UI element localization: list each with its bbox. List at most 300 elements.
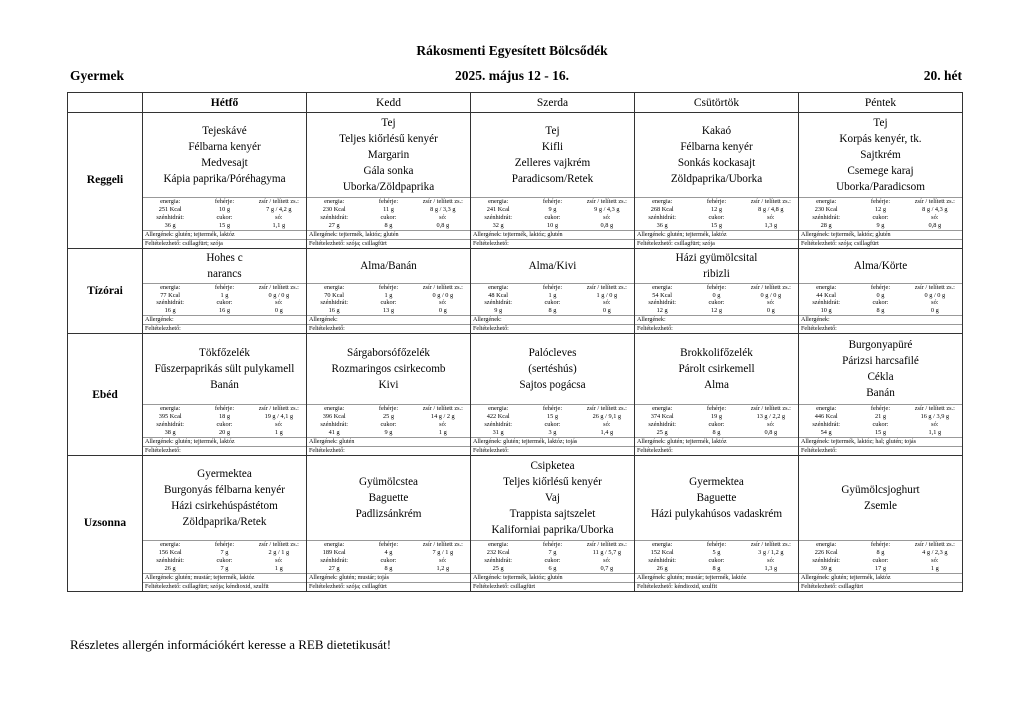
menu-cell-tuesday: [307, 334, 471, 456]
salt-value: 0,8 g: [436, 221, 450, 229]
nutrition-row: [307, 206, 470, 214]
nutrition-table: [471, 405, 634, 437]
nutrition-row: [143, 565, 306, 573]
nutrition-row: [635, 549, 798, 557]
menu-cell-monday: [143, 248, 307, 334]
corner-cell: [68, 93, 143, 113]
nutrition-row: [143, 292, 306, 300]
sugar-value: 7 g: [220, 564, 229, 572]
carb-value: 10 g: [820, 307, 832, 315]
dish-item: Párizsi harcsafilé: [842, 355, 919, 368]
nutrition-row: [635, 413, 798, 421]
nutrition-table: [799, 284, 962, 316]
nutrition-row: [471, 565, 634, 573]
sugar-value: 3 g: [548, 428, 557, 436]
nutrition-row: [635, 214, 798, 222]
nutrient-label: fehérje:: [706, 540, 727, 548]
sugar-value: 15 g: [710, 221, 722, 229]
carb-value: 38 g: [164, 428, 176, 436]
energy-value: 232 Kcal: [486, 548, 510, 556]
dish-item: Gála sonka: [363, 165, 414, 177]
allergens-line: Allergének:: [635, 315, 798, 324]
nutrition-row: [635, 222, 798, 230]
salt-value: 1,2 g: [436, 564, 450, 572]
nutrient-label: szénhidrát:: [320, 299, 348, 307]
dish-item: Fűszerpaprikás sült pulykamell: [154, 363, 295, 376]
nutrient-label: fehérje:: [542, 540, 563, 548]
nutrition-table: [471, 284, 634, 316]
nutrition-row: [799, 284, 962, 292]
salt-value: 1 g: [438, 428, 447, 436]
nutrient-label: zsír / telített zs.:: [422, 283, 463, 291]
energy-value: 446 Kcal: [814, 413, 838, 421]
nutrient-label: zsír / telített zs.:: [586, 283, 627, 291]
nutrition-row: [799, 429, 962, 437]
allergens-line: Allergének: glutén: [307, 437, 470, 446]
day-header-tuesday: Kedd: [307, 93, 471, 113]
nutrition-row: [471, 405, 634, 413]
nutrient-label: só:: [439, 299, 447, 307]
protein-value: 0 g: [876, 291, 885, 299]
nutrition-row: [635, 557, 798, 565]
date-range: 2025. május 12 - 16.: [455, 68, 569, 83]
group-label: Gyermek: [70, 68, 124, 83]
nutrition-row: [471, 549, 634, 557]
nutrient-label: szénhidrát:: [484, 556, 512, 564]
nutrition-table: [799, 405, 962, 437]
protein-value: 7 g: [548, 548, 557, 556]
nutrition-row: [307, 292, 470, 300]
dish-list: [307, 334, 470, 404]
nutrient-label: szénhidrát:: [812, 421, 840, 429]
dish-item: Tej: [381, 117, 396, 129]
fat-value: 13 g / 2,2 g: [756, 413, 786, 421]
menu-cell-thursday: [635, 113, 799, 249]
nutrition-row: [143, 549, 306, 557]
dish-item: (sertéshús): [528, 363, 577, 376]
meal-row: [68, 248, 963, 334]
nutrition-table: [635, 405, 798, 437]
sugar-value: 13 g: [382, 307, 394, 315]
dish-list: [307, 113, 470, 197]
salt-value: 0 g: [766, 307, 775, 315]
nutrient-label: zsír / telített zs.:: [422, 198, 463, 205]
nutrition-table: [471, 541, 634, 573]
dish-item: Banán: [866, 387, 895, 400]
nutrition-block: [143, 283, 306, 316]
nutrient-label: fehérje:: [378, 198, 399, 205]
nutrition-table: [307, 284, 470, 316]
nutrient-label: fehérje:: [542, 198, 563, 205]
protein-value: 8 g: [876, 548, 885, 556]
conditional-allergens-line: Feltételezhető: csillagfürt; szója; kéndioxid, szulfit: [143, 582, 306, 591]
allergens-line: Allergének:: [143, 315, 306, 324]
nutrition-row: [143, 307, 306, 315]
menu-cell-friday: [799, 248, 963, 334]
protein-value: 7 g: [220, 548, 229, 556]
nutrient-label: só:: [767, 556, 775, 564]
nutrient-label: cukor:: [544, 213, 561, 221]
meal-row: [68, 113, 963, 249]
nutrition-row: [143, 429, 306, 437]
fat-value: 3 g / 1,2 g: [758, 548, 784, 556]
salt-value: 0,8 g: [928, 221, 942, 229]
conditional-allergens-line: Feltételezhető:: [635, 324, 798, 333]
nutrition-row: [799, 222, 962, 230]
menu-cell-thursday: [635, 455, 799, 591]
conditional-allergens-line: Feltételezhető: csillagfürt: [799, 582, 962, 591]
dish-list: [799, 113, 962, 197]
nutrient-label: szénhidrát:: [484, 421, 512, 429]
menu-table: [67, 92, 963, 592]
nutrient-label: fehérje:: [706, 405, 727, 413]
energy-value: 226 Kcal: [814, 548, 838, 556]
nutrition-row: [635, 421, 798, 429]
nutrition-row: [471, 198, 634, 206]
energy-value: 374 Kcal: [650, 413, 674, 421]
nutrition-row: [799, 549, 962, 557]
sugar-value: 20 g: [218, 428, 230, 436]
nutrition-table: [799, 198, 962, 230]
dish-item: Sajtos pogácsa: [519, 379, 586, 392]
nutrient-label: cukor:: [708, 299, 725, 307]
nutrition-block: [635, 197, 798, 230]
nutrition-row: [307, 565, 470, 573]
conditional-allergens-line: Feltételezhető:: [307, 446, 470, 455]
nutrition-row: [471, 222, 634, 230]
allergens-line: Allergének: glutén; tejtermék, laktóz: [143, 230, 306, 239]
nutrition-row: [471, 307, 634, 315]
dish-item: Kakaó: [701, 125, 732, 137]
sugar-value: 17 g: [874, 564, 886, 572]
nutrient-label: fehérje:: [870, 198, 891, 205]
dish-item: Házi csirkehúspástétom: [171, 499, 278, 512]
menu-body: [68, 113, 963, 592]
conditional-allergens-line: Feltételezhető:: [799, 446, 962, 455]
dish-list: [799, 334, 962, 404]
dish-item: Kifli: [541, 141, 564, 153]
protein-value: 1 g: [220, 291, 229, 299]
nutrition-row: [471, 429, 634, 437]
dish-item: Baguette: [696, 491, 737, 504]
nutrition-block: [635, 404, 798, 437]
menu-cell-monday: [143, 113, 307, 249]
nutrient-label: energia:: [652, 283, 673, 291]
nutrition-table: [307, 541, 470, 573]
conditional-allergens-line: Feltételezhető:: [307, 324, 470, 333]
allergens-line: Allergének:: [799, 315, 962, 324]
nutrition-row: [635, 206, 798, 214]
nutrition-row: [635, 541, 798, 549]
nutrient-label: fehérje:: [870, 405, 891, 413]
dish-list: [635, 249, 798, 283]
salt-value: 1 g: [930, 564, 939, 572]
nutrition-table: [471, 198, 634, 230]
nutrition-row: [471, 557, 634, 565]
dish-item: Kaliforniai paprika/Uborka: [491, 523, 614, 536]
energy-value: 156 Kcal: [158, 548, 182, 556]
nutrient-label: energia:: [160, 198, 181, 205]
carb-value: 36 g: [656, 221, 668, 229]
nutrient-label: fehérje:: [870, 540, 891, 548]
sugar-value: 9 g: [384, 428, 393, 436]
nutrient-label: só:: [931, 213, 939, 221]
nutrient-label: fehérje:: [870, 283, 891, 291]
nutrient-label: cukor:: [872, 556, 889, 564]
carb-value: 9 g: [494, 307, 503, 315]
conditional-allergens-line: Feltételezhető: szója; csillagfürt: [799, 239, 962, 248]
nutrition-row: [143, 421, 306, 429]
nutrition-row: [143, 284, 306, 292]
nutrient-label: cukor:: [216, 213, 233, 221]
nutrient-label: zsír / telített zs.:: [750, 283, 791, 291]
nutrition-table: [307, 405, 470, 437]
dish-list: [635, 456, 798, 540]
nutrient-label: fehérje:: [378, 405, 399, 413]
menu-cell-tuesday: [307, 113, 471, 249]
allergens-line: Allergének: tejtermék, laktóz; glutén: [799, 230, 962, 239]
nutrient-label: cukor:: [872, 299, 889, 307]
nutrient-label: szénhidrát:: [156, 299, 184, 307]
nutrient-label: szénhidrát:: [484, 213, 512, 221]
nutrition-row: [799, 541, 962, 549]
nutrition-table: [307, 198, 470, 230]
carb-value: 12 g: [656, 307, 668, 315]
nutrient-label: zsír / telített zs.:: [258, 405, 299, 413]
sugar-value: 6 g: [548, 564, 557, 572]
nutrient-label: só:: [603, 421, 611, 429]
sugar-value: 8 g: [876, 307, 885, 315]
allergens-line: Allergének: tejtermék, laktóz; hal; glutén; tojás: [799, 437, 962, 446]
nutrition-block: [471, 540, 634, 573]
dish-item: Kivi: [378, 379, 399, 392]
dish-item: Gyermektea: [197, 467, 252, 480]
energy-value: 395 Kcal: [158, 413, 182, 421]
dish-item: ribizli: [703, 267, 730, 280]
page-title: Rákosmenti Egyesített Bölcsődék: [416, 43, 608, 58]
nutrient-label: zsír / telített zs.:: [750, 198, 791, 205]
meal-row: [68, 334, 963, 456]
fat-value: 7 g / 1 g: [432, 548, 454, 556]
conditional-allergens-line: Feltételezhető: szója; csillagfürt: [307, 239, 470, 248]
fat-value: 8 g / 3,3 g: [430, 205, 456, 213]
nutrient-label: energia:: [816, 198, 837, 205]
menu-cell-wednesday: [471, 455, 635, 591]
meal-name: Tízórai: [68, 248, 143, 334]
nutrition-row: [799, 405, 962, 413]
nutrient-label: energia:: [488, 540, 509, 548]
nutrition-row: [143, 198, 306, 206]
energy-value: 44 Kcal: [816, 291, 837, 299]
nutrition-block: [307, 197, 470, 230]
nutrient-label: energia:: [324, 405, 345, 413]
nutrition-block: [143, 540, 306, 573]
dish-item: Csemege karaj: [847, 165, 914, 177]
dish-item: Házi pulykahúsos vadaskrém: [650, 507, 783, 520]
nutrition-block: [143, 404, 306, 437]
nutrient-label: szénhidrát:: [484, 299, 512, 307]
nutrition-row: [143, 206, 306, 214]
nutrition-block: [471, 404, 634, 437]
day-header-wednesday: Szerda: [471, 93, 635, 113]
protein-value: 15 g: [546, 413, 558, 421]
conditional-allergens-line: Feltételezhető:: [635, 446, 798, 455]
protein-value: 1 g: [384, 291, 393, 299]
energy-value: 422 Kcal: [486, 413, 510, 421]
sugar-value: 10 g: [546, 221, 558, 229]
nutrition-row: [143, 541, 306, 549]
nutrition-row: [799, 557, 962, 565]
conditional-allergens-line: Feltételezhető:: [143, 446, 306, 455]
nutrient-label: fehérje:: [706, 283, 727, 291]
energy-value: 230 Kcal: [814, 205, 838, 213]
salt-value: 1 g: [274, 564, 283, 572]
salt-value: 1,4 g: [600, 428, 614, 436]
nutrient-label: energia:: [488, 198, 509, 205]
day-header-thursday: Csütörtök: [635, 93, 799, 113]
dish-item: Párolt csirkemell: [678, 363, 755, 376]
nutrient-label: zsír / telített zs.:: [750, 405, 791, 413]
dish-item: Alma/Kivi: [528, 259, 577, 272]
nutrition-block: [635, 283, 798, 316]
nutrient-label: cukor:: [380, 556, 397, 564]
fat-value: 0 g / 0 g: [268, 291, 290, 299]
sugar-value: 8 g: [548, 307, 557, 315]
nutrition-row: [635, 299, 798, 307]
nutrition-row: [799, 307, 962, 315]
nutrition-row: [635, 284, 798, 292]
carb-value: 36 g: [164, 221, 176, 229]
nutrition-block: [799, 540, 962, 573]
fat-value: 14 g / 2 g: [430, 413, 455, 421]
dish-item: Brokkolifőzelék: [680, 347, 753, 360]
nutrient-label: energia:: [652, 198, 673, 205]
nutrient-label: zsír / telített zs.:: [586, 405, 627, 413]
dish-item: Baguette: [368, 491, 409, 504]
dish-item: Uborka/Zöldpaprika: [342, 181, 435, 193]
nutrition-row: [799, 299, 962, 307]
dish-item: Medvesajt: [201, 157, 248, 169]
salt-value: 0 g: [274, 307, 283, 315]
nutrient-label: zsír / telített zs.:: [586, 540, 627, 548]
dish-item: Alma/Körte: [853, 259, 908, 272]
footer-note: Részletes allergén információkért keresse a REB dietetikusát!: [70, 637, 392, 652]
week-number: 20. hét: [923, 68, 962, 83]
dish-item: Tej: [873, 117, 888, 129]
nutrient-label: fehérje:: [378, 283, 399, 291]
salt-value: 1,1 g: [928, 428, 942, 436]
dish-list: [143, 456, 306, 540]
dish-list: [307, 456, 470, 540]
dish-item: Gyermektea: [689, 475, 744, 488]
dish-list: [143, 334, 306, 404]
nutrient-label: cukor:: [872, 421, 889, 429]
nutrition-table: [143, 405, 306, 437]
nutrient-label: energia:: [652, 405, 673, 413]
protein-value: 25 g: [382, 413, 394, 421]
dish-item: Burgonyás félbarna kenyér: [164, 483, 285, 496]
nutrient-label: só:: [439, 421, 447, 429]
salt-value: 1 g: [274, 428, 283, 436]
nutrition-row: [307, 405, 470, 413]
fat-value: 2 g / 1 g: [268, 548, 290, 556]
nutrition-row: [471, 413, 634, 421]
dish-item: Rozmaringos csirkecomb: [331, 363, 446, 376]
conditional-allergens-line: Feltételezhető: kéndioxid, szulfit: [635, 582, 798, 591]
menu-cell-friday: [799, 334, 963, 456]
nutrient-label: energia:: [816, 540, 837, 548]
nutrient-label: só:: [275, 556, 283, 564]
dish-item: Vaj: [545, 491, 560, 504]
allergens-line: Allergének: glutén; mustár; tejtermék, laktóz: [143, 573, 306, 582]
dish-item: Házi gyümölcsital: [675, 251, 758, 264]
conditional-allergens-line: Feltételezhető: csillagfürt; szója: [143, 239, 306, 248]
nutrient-label: fehérje:: [706, 198, 727, 205]
menu-cell-thursday: [635, 248, 799, 334]
fat-value: 7 g / 4,2 g: [266, 205, 292, 213]
nutrition-row: [307, 549, 470, 557]
nutrient-label: zsír / telített zs.:: [914, 540, 955, 548]
energy-value: 70 Kcal: [324, 291, 345, 299]
fat-value: 4 g / 2,3 g: [922, 548, 948, 556]
nutrient-label: só:: [931, 556, 939, 564]
nutrition-row: [799, 214, 962, 222]
salt-value: 0 g: [438, 307, 447, 315]
allergens-line: Allergének: glutén; mustár; tojás: [307, 573, 470, 582]
nutrient-label: só:: [603, 213, 611, 221]
nutrient-label: só:: [275, 213, 283, 221]
nutrient-label: zsír / telített zs.:: [422, 540, 463, 548]
nutrition-row: [799, 292, 962, 300]
fat-value: 16 g / 3,9 g: [920, 413, 950, 421]
menu-cell-wednesday: [471, 113, 635, 249]
nutrient-label: energia:: [488, 283, 509, 291]
carb-value: 31 g: [492, 428, 504, 436]
protein-value: 11 g: [383, 205, 394, 213]
menu-cell-monday: [143, 334, 307, 456]
nutrition-row: [307, 307, 470, 315]
nutrition-table: [799, 541, 962, 573]
nutrition-row: [307, 557, 470, 565]
nutrition-row: [799, 565, 962, 573]
dish-list: [143, 113, 306, 197]
nutrient-label: cukor:: [708, 213, 725, 221]
allergens-line: Allergének: glutén; tejtermék, laktóz: [143, 437, 306, 446]
dish-item: Zsemle: [864, 499, 897, 512]
sugar-value: 8 g: [712, 428, 721, 436]
protein-value: 5 g: [712, 548, 721, 556]
dish-item: Félbarna kenyér: [680, 141, 753, 153]
nutrient-label: só:: [603, 299, 611, 307]
nutrient-label: só:: [603, 556, 611, 564]
nutrient-label: zsír / telített zs.:: [422, 405, 463, 413]
nutrient-label: só:: [931, 299, 939, 307]
carb-value: 32 g: [492, 221, 504, 229]
nutrient-label: cukor:: [216, 556, 233, 564]
conditional-allergens-line: Feltételezhető: szója; csillagfürt: [307, 582, 470, 591]
nutrient-label: szénhidrát:: [812, 299, 840, 307]
dish-list: [471, 113, 634, 197]
nutrition-row: [143, 413, 306, 421]
nutrition-row: [471, 421, 634, 429]
protein-value: 12 g: [874, 205, 886, 213]
nutrient-label: energia:: [160, 283, 181, 291]
nutrient-label: energia:: [160, 540, 181, 548]
nutrition-table: [143, 541, 306, 573]
dish-item: Padlizsánkrém: [355, 507, 422, 520]
dish-item: Teljes kiőrlésű kenyér: [339, 133, 438, 145]
menu-cell-friday: [799, 455, 963, 591]
